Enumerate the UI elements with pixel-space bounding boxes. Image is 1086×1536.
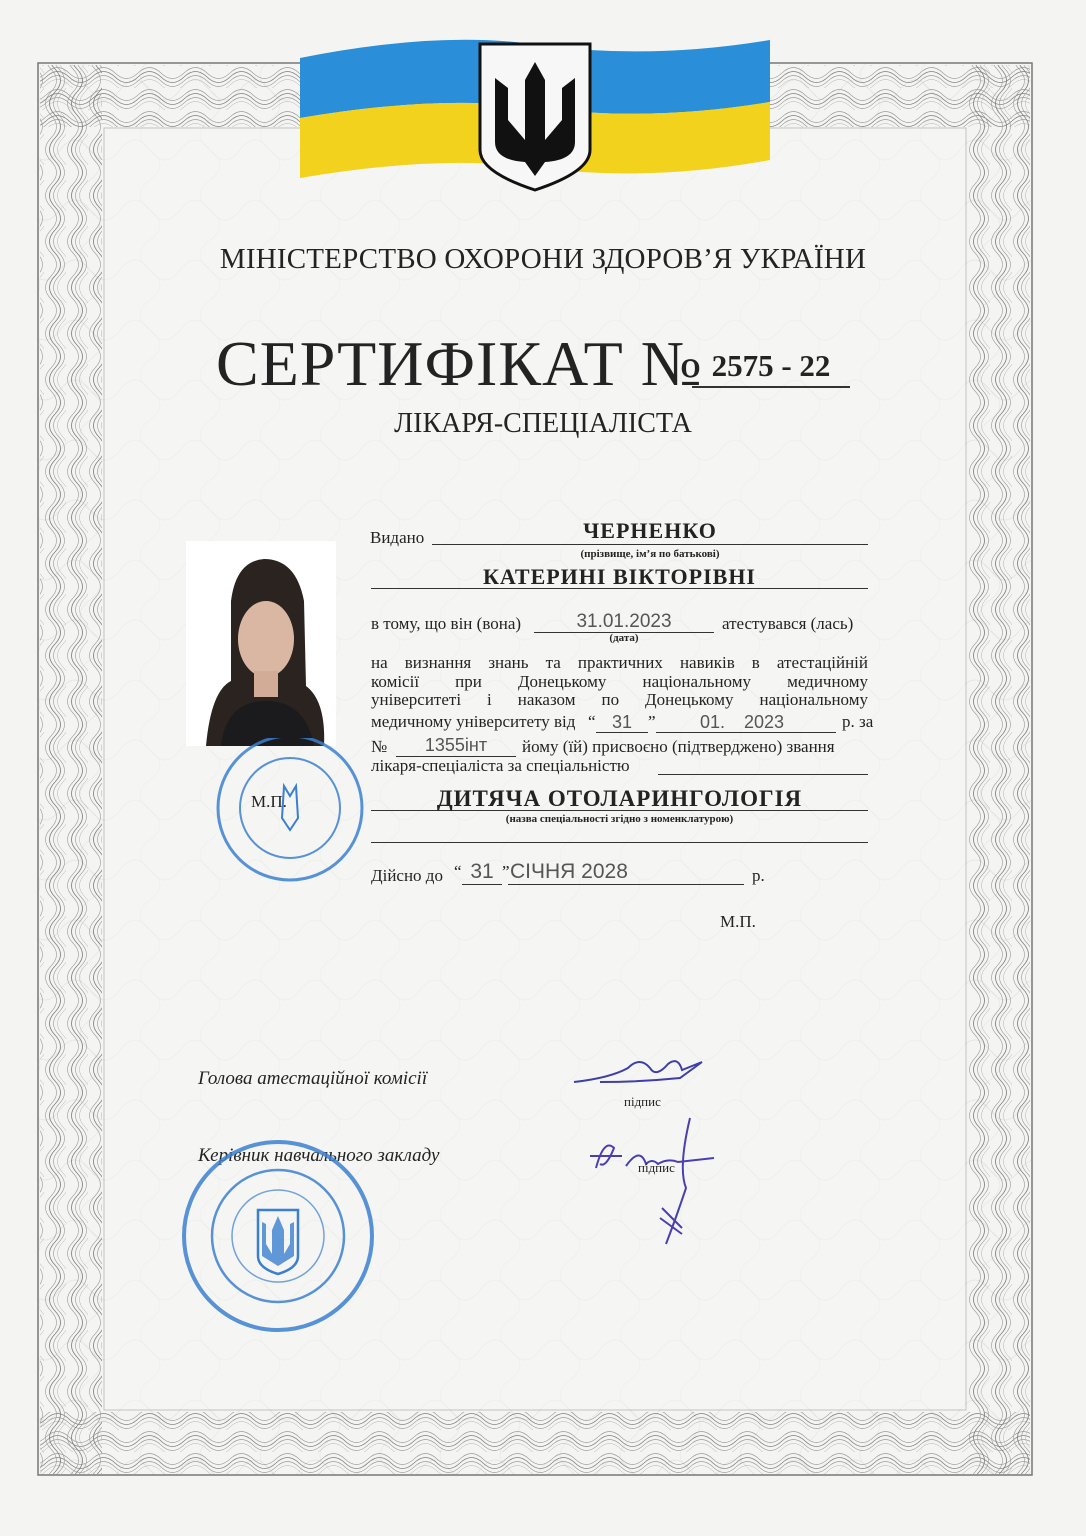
order-month: 01. bbox=[700, 712, 726, 732]
ministry-title: МІНІСТЕРСТВО ОХОРОНИ ЗДОРОВ’Я УКРАЇНИ bbox=[219, 243, 867, 275]
order-year: 2023 bbox=[744, 712, 785, 732]
sign-label-1: підпис bbox=[624, 1094, 661, 1109]
certificate-title: СЕРТИФІКАТ № bbox=[216, 328, 703, 399]
specialty-hint: (назва спеціальності згідно з номенклатурою) bbox=[505, 813, 734, 825]
order-day: 31 bbox=[611, 712, 633, 732]
order-number-prefix: № bbox=[371, 737, 388, 756]
body-line-2: комісії при Донецькому національному медичному bbox=[371, 671, 868, 691]
body-paragraph bbox=[371, 654, 868, 710]
body-line-5-suffix: йому (їй) присвоєно (підтверджено) звання bbox=[522, 737, 835, 756]
name-hint: (прізвище, ім’я по батькові) bbox=[580, 548, 720, 560]
body-line-6: лікаря-спеціаліста за спеціальністю bbox=[371, 756, 630, 775]
lower-seal bbox=[176, 1138, 382, 1334]
body-line-1: на визнання знань та практичних навиків в атестаційній bbox=[371, 653, 868, 672]
validity-day: 31 bbox=[470, 860, 494, 883]
body-line-4-prefix: медичному університету від bbox=[371, 712, 576, 731]
certificate-subtitle: ЛІКАРЯ-СПЕЦІАЛІСТА bbox=[394, 408, 692, 439]
commission-head-signature bbox=[570, 1048, 710, 1088]
order-number: 1355інт bbox=[424, 735, 488, 755]
surname: ЧЕРНЕНКО bbox=[583, 518, 717, 543]
upper-seal bbox=[180, 738, 386, 890]
date-hint: (дата) bbox=[609, 632, 639, 644]
validity-suffix: р. bbox=[752, 866, 765, 885]
certificate-page: МІНІСТЕРСТВО ОХОРОНИ ЗДОРОВ’Я УКРАЇНИ СЕРТИФІКАТ № 2575 - 22 ЛІКАРЯ-СПЕЦІАЛІСТА Видано ЧЕРНЕНКО (прізвище, ім’я по батькові) КАТЕРИНІ ВІКТОРІВНІ в тому, що він (вона) 31.01.2023 (дата) атестувався (лась) на визнання знань та практичних навиків в атестаційній комісії при Донецькому національному медичному університеті і наказом по Донецькому національному медичному університету від “ 31 ” 01. 2023 р. за № 1355інт йому (їй) присвоєно (підтверджено) звання лікаря-спеціаліста за спеціальністю ДИТЯЧА ОТОЛАРИНГОЛОГІЯ (назва спеціальності згідно з номенклатурою) Дійсно до “ 31 ” СІЧНЯ 2028 р. М.П. М.П. Голова атестаційної комісії підпис Керівник навчального закладу підпис bbox=[0, 0, 1086, 1536]
mp-left: М.П. bbox=[251, 792, 287, 811]
attestation-date: 31.01.2023 bbox=[576, 611, 672, 632]
issued-label: Видано bbox=[370, 528, 425, 547]
certificate-number: 2575 - 22 bbox=[692, 348, 850, 388]
validity-prefix: Дійсно до bbox=[371, 866, 443, 885]
institution-head-label: Керівник навчального закладу bbox=[198, 1145, 440, 1166]
institution-head-signature bbox=[586, 1108, 726, 1256]
sign-label-2: підпис bbox=[638, 1160, 675, 1175]
commission-head-label: Голова атестаційної комісії bbox=[198, 1068, 428, 1089]
specialty-value: ДИТЯЧА ОТОЛАРИНГОЛОГІЯ bbox=[436, 786, 803, 811]
attestation-suffix: атестувався (лась) bbox=[722, 614, 854, 633]
attestation-prefix: в тому, що він (вона) bbox=[371, 614, 522, 633]
validity-month-year: СІЧНЯ 2028 bbox=[510, 860, 628, 883]
body-line-3: університеті і наказом по Донецькому національному bbox=[371, 690, 868, 709]
given-names: КАТЕРИНІ ВІКТОРІВНІ bbox=[482, 564, 756, 589]
body-line-4-suffix: р. за bbox=[842, 712, 874, 731]
holder-photo bbox=[186, 541, 336, 746]
mp-right: М.П. bbox=[720, 912, 756, 931]
portrait-illustration bbox=[186, 541, 336, 746]
